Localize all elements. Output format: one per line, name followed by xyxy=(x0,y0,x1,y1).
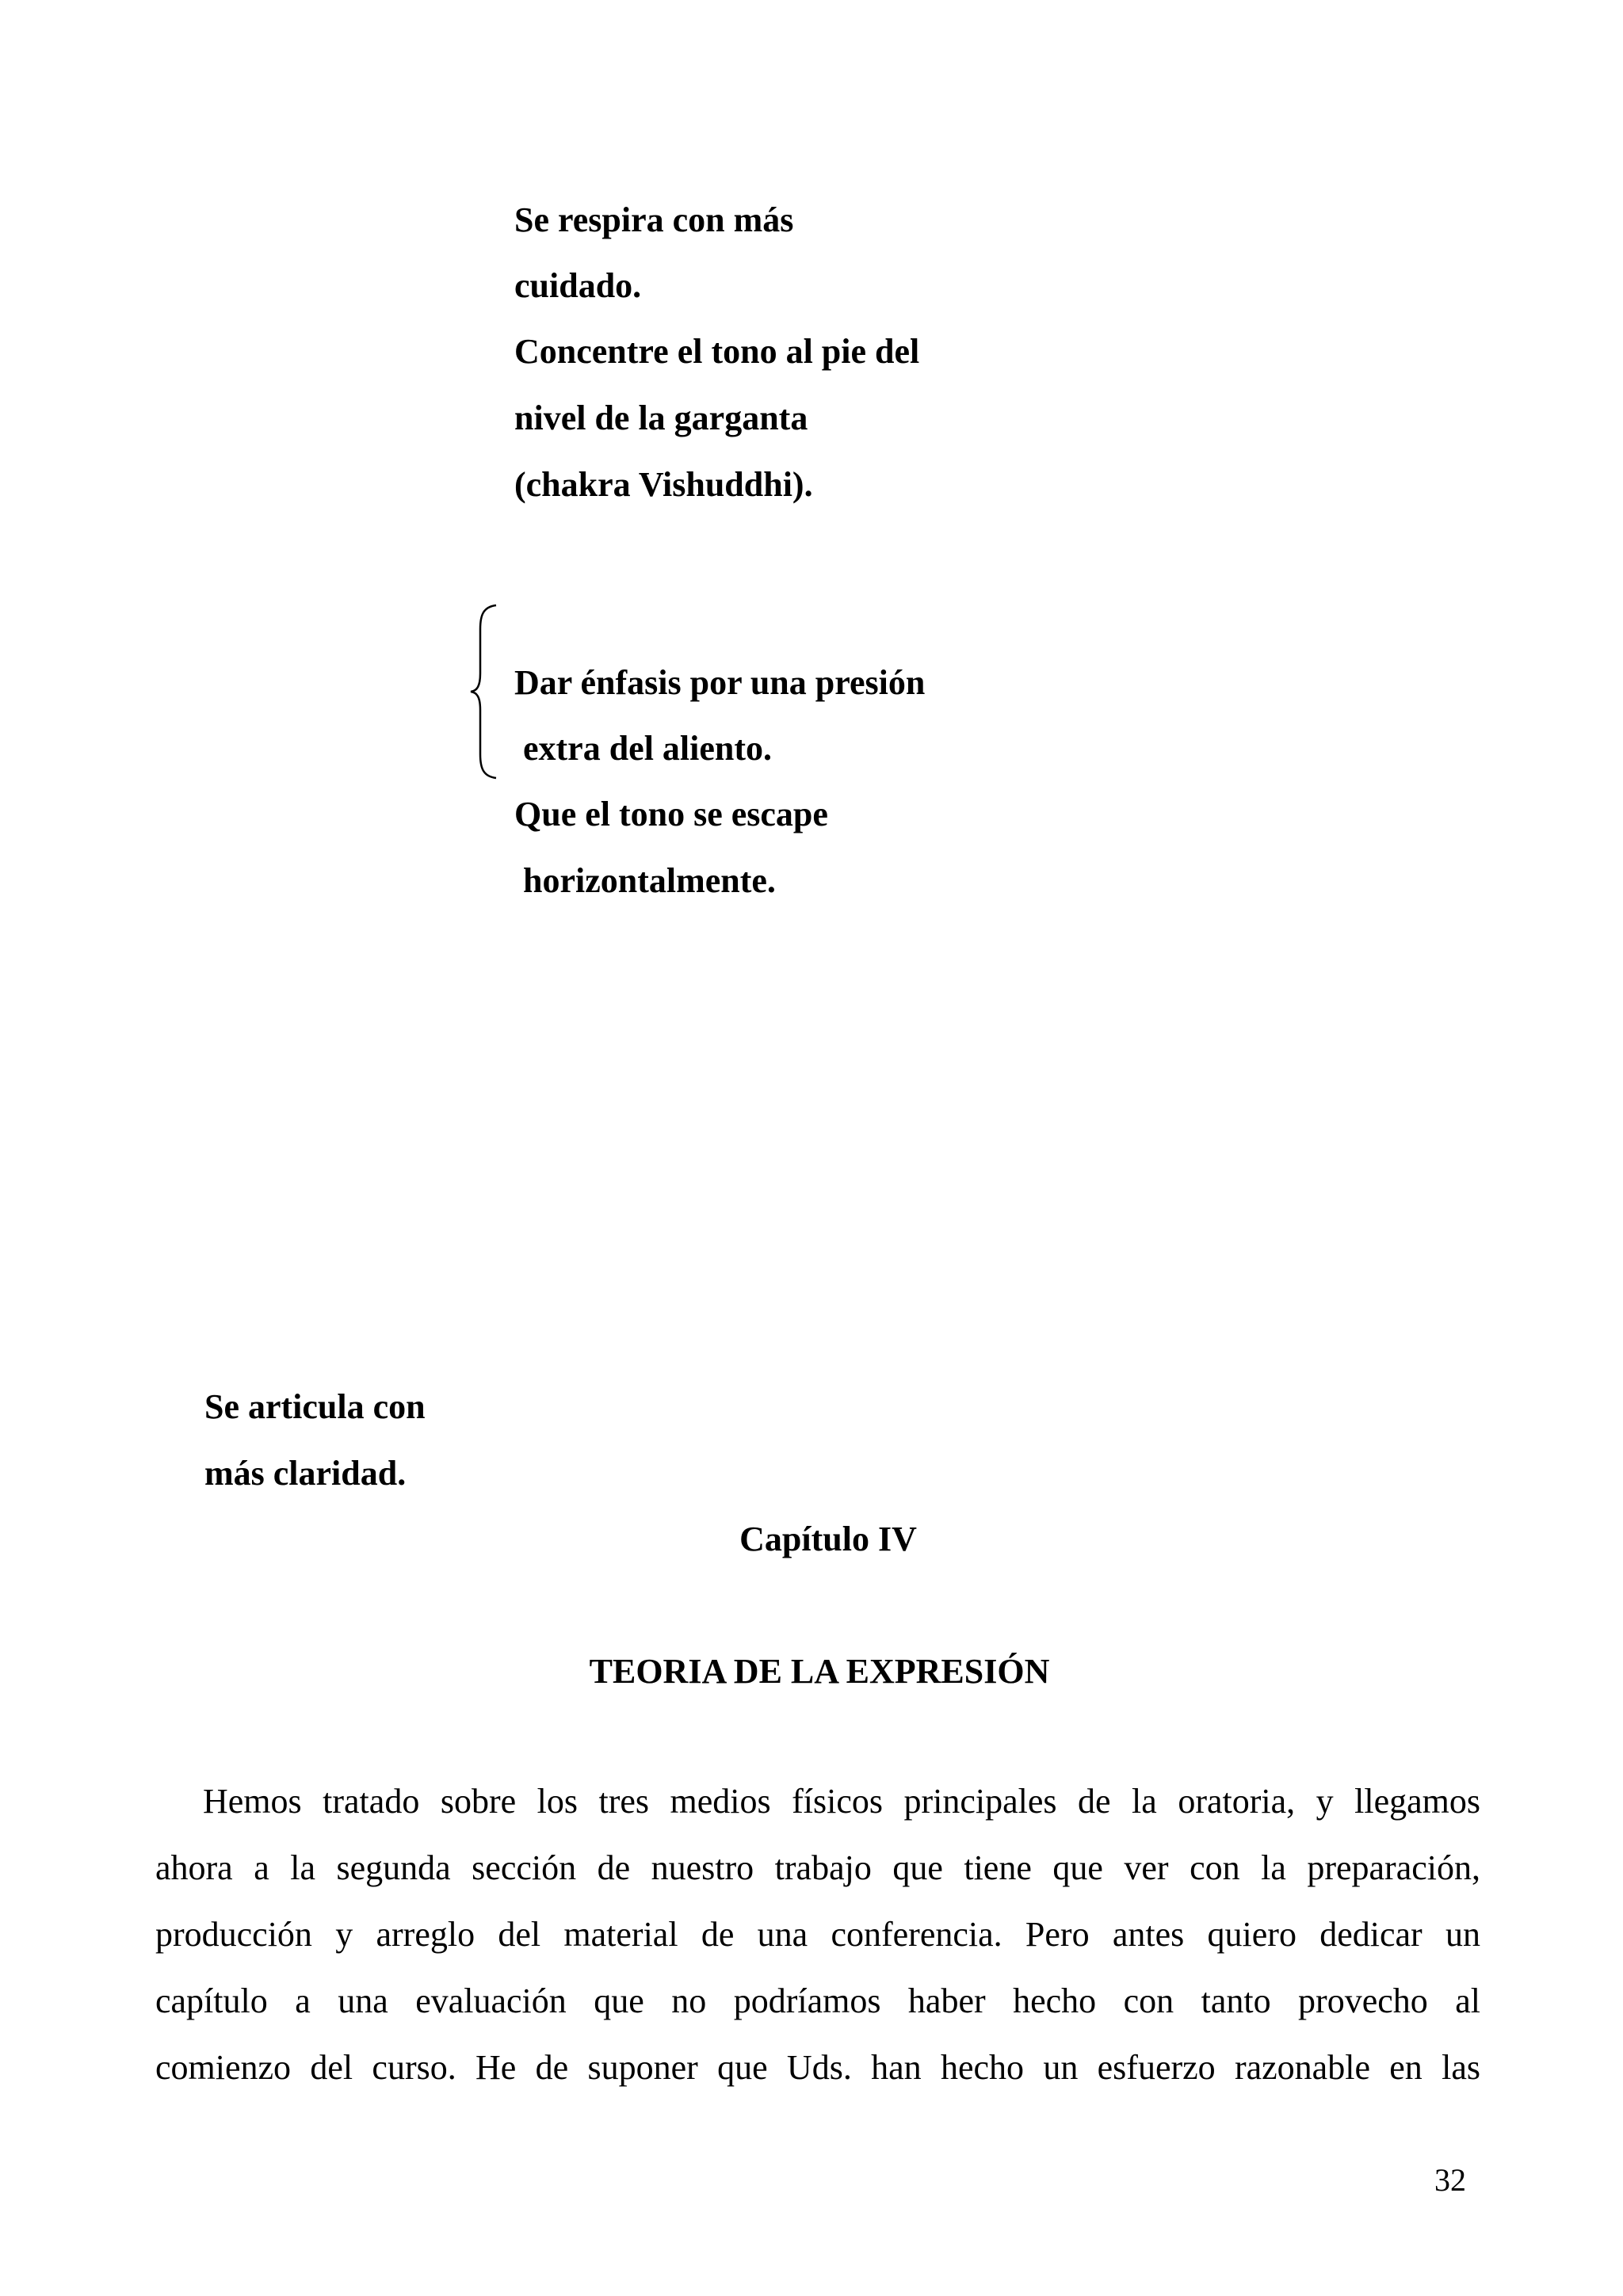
paragraph-line-2: ahora a la segunda sección de nuestro trabajo que tiene que ver con la preparación, xyxy=(155,1848,1480,1887)
block1-line-5: (chakra Vishuddhi). xyxy=(514,465,813,504)
block3-line-2: más claridad. xyxy=(204,1454,407,1493)
paragraph-line-5: comienzo del curso. He de suponer que Uds. han hecho un esfuerzo razonable en las xyxy=(155,2048,1480,2087)
curly-brace-icon xyxy=(469,604,501,780)
paragraph-line-4: capítulo a una evaluación que no podríamos haber hecho con tanto provecho al xyxy=(155,1981,1480,2020)
chapter-title: TEORIA DE LA EXPRESIÓN xyxy=(589,1652,1050,1691)
paragraph-line-3: producción y arreglo del material de una conferencia. Pero antes quiero dedicar un xyxy=(155,1915,1480,1954)
page-number: 32 xyxy=(1434,2162,1466,2198)
block1-line-3: Concentre el tono al pie del xyxy=(514,332,920,371)
block2-line-2: extra del aliento. xyxy=(514,729,773,768)
block1-line-2: cuidado. xyxy=(514,266,642,305)
block2-line-4: horizontalmente. xyxy=(514,861,776,900)
block2-line-3: Que el tono se escape xyxy=(514,795,828,833)
body-paragraph xyxy=(155,1768,1480,2101)
block3-line-1: Se articula con xyxy=(204,1387,426,1426)
block1-line-4: nivel de la garganta xyxy=(514,399,808,437)
paragraph-line-1: Hemos tratado sobre los tres medios físicos principales de la oratoria, y llegamos xyxy=(203,1782,1480,1821)
block2-line-1: Dar énfasis por una presión xyxy=(514,663,926,702)
chapter-label: Capítulo IV xyxy=(739,1520,917,1558)
block1-line-1: Se respira con más xyxy=(514,200,794,239)
